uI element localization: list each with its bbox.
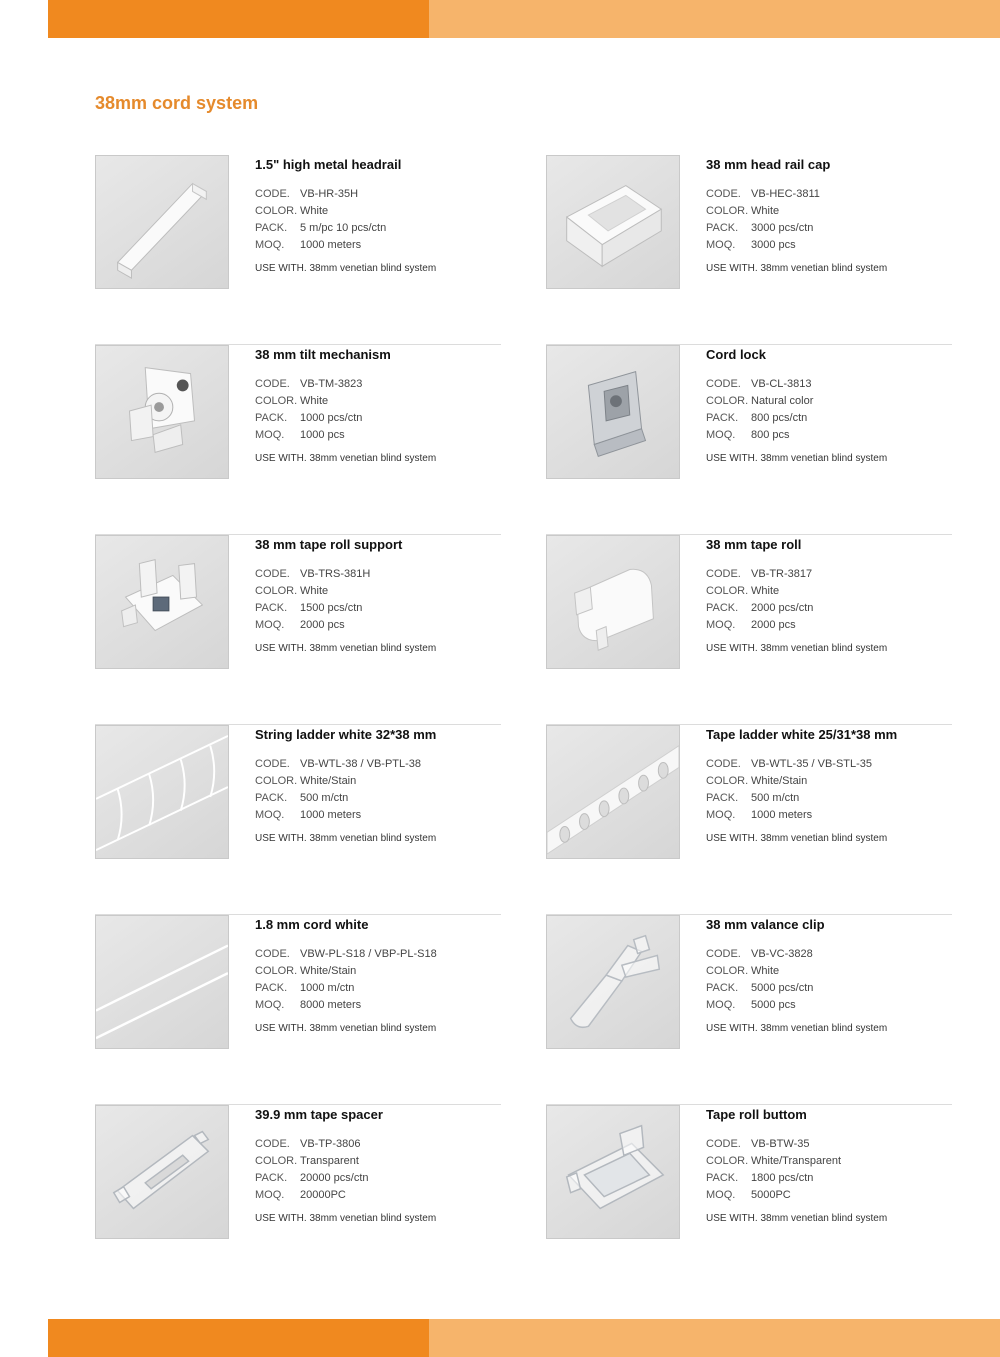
product-color: White [751, 585, 780, 597]
color-label: COLOR. [706, 1155, 749, 1167]
product-code: VB-TRS-381H [300, 568, 371, 580]
pack-label: PACK. [706, 602, 739, 614]
product-code: VBW-PL-S18 / VBP-PL-S18 [300, 948, 437, 960]
product-code: VB-HEC-3811 [751, 188, 820, 200]
moq-label: MOQ. [255, 809, 285, 821]
product-pack: 2000 pcs/ctn [751, 602, 814, 614]
product-pack: 1800 pcs/ctn [751, 1172, 814, 1184]
use-with-label: USE WITH. [255, 263, 307, 274]
product-card [95, 345, 501, 535]
product-color: White [300, 395, 329, 407]
product-use: 38mm venetian blind system [760, 643, 888, 654]
product-pack: 500 m/ctn [751, 792, 800, 804]
use-with-label: USE WITH. [706, 263, 758, 274]
product-card [546, 915, 952, 1105]
tape-roll-icon [546, 535, 680, 669]
cord-lock-icon [546, 345, 680, 479]
headrail-icon [95, 155, 229, 289]
product-use: 38mm venetian blind system [760, 1023, 888, 1034]
product-color: Natural color [751, 395, 814, 407]
use-with-label: USE WITH. [255, 833, 307, 844]
use-with-label: USE WITH. [706, 643, 758, 654]
use-with-label: USE WITH. [255, 453, 307, 464]
code-label: CODE. [255, 378, 290, 390]
use-with-label: USE WITH. [706, 833, 758, 844]
product-code: VB-CL-3813 [751, 378, 812, 390]
color-label: COLOR. [255, 965, 298, 977]
product-card [95, 915, 501, 1105]
section-title: 38mm cord system [95, 93, 259, 113]
product-use: 38mm venetian blind system [760, 833, 888, 844]
pack-label: PACK. [706, 222, 739, 234]
product-color: White [751, 965, 780, 977]
product-pack: 500 m/ctn [300, 792, 349, 804]
product-use: 38mm venetian blind system [760, 453, 888, 464]
product-code: VB-VC-3828 [751, 948, 813, 960]
product-moq: 1000 meters [751, 809, 813, 821]
moq-label: MOQ. [706, 999, 736, 1011]
pack-label: PACK. [255, 792, 288, 804]
product-code: VB-BTW-35 [751, 1138, 810, 1150]
code-label: CODE. [706, 188, 741, 200]
product-code: VB-WTL-38 / VB-PTL-38 [300, 758, 422, 770]
top-band-light-orange [429, 0, 1000, 38]
color-label: COLOR. [255, 585, 298, 597]
product-use: 38mm venetian blind system [760, 1213, 888, 1224]
product-name: Tape roll buttom [706, 1107, 807, 1122]
product-name: 1.8 mm cord white [255, 917, 369, 932]
product-pack: 800 pcs/ctn [751, 412, 808, 424]
pack-label: PACK. [255, 982, 288, 994]
moq-label: MOQ. [255, 619, 285, 631]
color-label: COLOR. [255, 395, 298, 407]
moq-label: MOQ. [255, 429, 285, 441]
code-label: CODE. [255, 1138, 290, 1150]
product-moq: 1000 pcs [300, 429, 345, 441]
product-color: White/Stain [751, 775, 808, 787]
code-label: CODE. [706, 378, 741, 390]
product-moq: 5000PC [751, 1189, 791, 1201]
product-color: White/Stain [300, 775, 357, 787]
use-with-label: USE WITH. [255, 1213, 307, 1224]
product-use: 38mm venetian blind system [309, 1213, 437, 1224]
product-use: 38mm venetian blind system [309, 1023, 437, 1034]
product-card [95, 535, 501, 725]
product-name: 38 mm tape roll [706, 537, 802, 552]
product-use: 38mm venetian blind system [309, 833, 437, 844]
pack-label: PACK. [706, 412, 739, 424]
product-use: 38mm venetian blind system [309, 263, 437, 274]
bottom-band-orange [48, 1319, 429, 1357]
pack-label: PACK. [706, 792, 739, 804]
product-name: 1.5" high metal headrail [255, 157, 402, 172]
product-color: White/Stain [300, 965, 357, 977]
product-card [546, 345, 952, 535]
bottom-color-band [48, 1319, 1000, 1357]
pack-label: PACK. [255, 412, 288, 424]
product-card [546, 1105, 952, 1294]
rail-cap-icon [546, 155, 680, 289]
product-name: String ladder white 32*38 mm [255, 727, 437, 742]
cord-icon [95, 915, 229, 1049]
moq-label: MOQ. [706, 619, 736, 631]
moq-label: MOQ. [706, 429, 736, 441]
product-moq: 1000 meters [300, 239, 362, 251]
bottom-band-light-orange [429, 1319, 1000, 1357]
product-moq: 800 pcs [751, 429, 790, 441]
product-name: 39.9 mm tape spacer [255, 1107, 383, 1122]
product-pack: 1000 m/ctn [300, 982, 355, 994]
code-label: CODE. [255, 758, 290, 770]
tape-roll-bottom-icon [546, 1105, 680, 1239]
color-label: COLOR. [255, 205, 298, 217]
product-code: VB-HR-35H [300, 188, 359, 200]
color-label: COLOR. [706, 965, 749, 977]
product-color: White/Transparent [751, 1155, 842, 1167]
product-card [95, 1105, 501, 1294]
product-moq: 1000 meters [300, 809, 362, 821]
product-code: VB-TP-3806 [300, 1138, 361, 1150]
moq-label: MOQ. [706, 809, 736, 821]
pack-label: PACK. [706, 1172, 739, 1184]
product-pack: 20000 pcs/ctn [300, 1172, 369, 1184]
tape-roll-support-icon [95, 535, 229, 669]
product-moq: 8000 meters [300, 999, 362, 1011]
code-label: CODE. [706, 758, 741, 770]
top-color-band [48, 0, 1000, 38]
valance-clip-icon [546, 915, 680, 1049]
product-moq: 3000 pcs [751, 239, 796, 251]
product-pack: 3000 pcs/ctn [751, 222, 814, 234]
product-moq: 2000 pcs [300, 619, 345, 631]
color-label: COLOR. [255, 1155, 298, 1167]
code-label: CODE. [706, 1138, 741, 1150]
product-name: Cord lock [706, 347, 766, 362]
moq-label: MOQ. [706, 239, 736, 251]
product-grid [95, 155, 952, 1294]
use-with-label: USE WITH. [706, 453, 758, 464]
product-name: 38 mm tilt mechanism [255, 347, 391, 362]
tape-spacer-icon [95, 1105, 229, 1239]
product-moq: 20000PC [300, 1189, 346, 1201]
product-use: 38mm venetian blind system [309, 453, 437, 464]
product-use: 38mm venetian blind system [309, 643, 437, 654]
moq-label: MOQ. [255, 1189, 285, 1201]
tilt-mechanism-icon [95, 345, 229, 479]
product-card [546, 725, 952, 915]
product-color: White [300, 205, 329, 217]
product-color: White [751, 205, 780, 217]
pack-label: PACK. [255, 222, 288, 234]
product-pack: 1500 pcs/ctn [300, 602, 363, 614]
color-label: COLOR. [706, 395, 749, 407]
color-label: COLOR. [706, 585, 749, 597]
code-label: CODE. [255, 188, 290, 200]
product-code: VB-TR-3817 [751, 568, 813, 580]
product-pack: 5 m/pc 10 pcs/ctn [300, 222, 387, 234]
tape-ladder-icon [546, 725, 680, 859]
color-label: COLOR. [706, 205, 749, 217]
code-label: CODE. [706, 568, 741, 580]
product-name: 38 mm head rail cap [706, 157, 831, 172]
product-pack: 1000 pcs/ctn [300, 412, 363, 424]
product-color: White [300, 585, 329, 597]
color-label: COLOR. [255, 775, 298, 787]
pack-label: PACK. [255, 602, 288, 614]
use-with-label: USE WITH. [255, 643, 307, 654]
use-with-label: USE WITH. [255, 1023, 307, 1034]
product-code: VB-WTL-35 / VB-STL-35 [751, 758, 873, 770]
moq-label: MOQ. [706, 1189, 736, 1201]
product-code: VB-TM-3823 [300, 378, 363, 390]
product-name: 38 mm tape roll support [255, 537, 403, 552]
product-pack: 5000 pcs/ctn [751, 982, 814, 994]
product-moq: 5000 pcs [751, 999, 796, 1011]
code-label: CODE. [255, 568, 290, 580]
product-card [95, 725, 501, 915]
product-card [546, 155, 952, 345]
product-use: 38mm venetian blind system [760, 263, 888, 274]
moq-label: MOQ. [255, 999, 285, 1011]
product-moq: 2000 pcs [751, 619, 796, 631]
string-ladder-icon [95, 725, 229, 859]
product-name: Tape ladder white 25/31*38 mm [706, 727, 898, 742]
top-band-orange [48, 0, 429, 38]
code-label: CODE. [706, 948, 741, 960]
use-with-label: USE WITH. [706, 1023, 758, 1034]
use-with-label: USE WITH. [706, 1213, 758, 1224]
color-label: COLOR. [706, 775, 749, 787]
product-name: 38 mm valance clip [706, 917, 825, 932]
pack-label: PACK. [706, 982, 739, 994]
product-card [95, 155, 501, 345]
product-card [546, 535, 952, 725]
code-label: CODE. [255, 948, 290, 960]
product-color: Transparent [300, 1155, 359, 1167]
moq-label: MOQ. [255, 239, 285, 251]
pack-label: PACK. [255, 1172, 288, 1184]
